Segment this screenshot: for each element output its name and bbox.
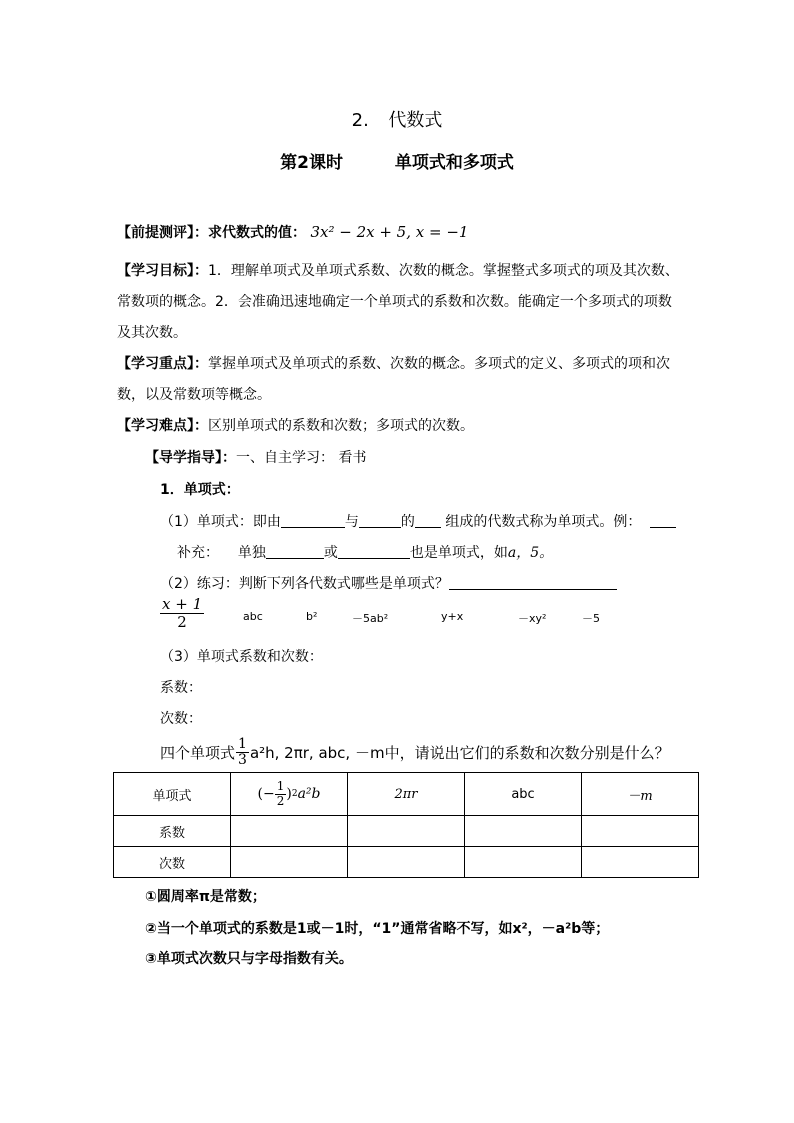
prereq-formula: 3x² − 2x + 5 bbox=[310, 223, 407, 241]
prereq-section bbox=[117, 222, 468, 242]
item-m5: －5 bbox=[582, 612, 600, 625]
degree-label: 次数： bbox=[160, 711, 202, 727]
item-xy2: －xy² bbox=[518, 612, 547, 625]
col1-suffix: ) bbox=[286, 786, 292, 802]
table-cell[interactable] bbox=[348, 847, 465, 878]
table-header-row bbox=[114, 773, 699, 816]
table-row-coef bbox=[114, 816, 699, 847]
focus-line1 bbox=[117, 353, 670, 373]
monomial-supplement bbox=[177, 542, 553, 562]
guide-label: 【导学指导】： bbox=[145, 450, 236, 466]
lesson-number: 2. bbox=[351, 110, 369, 131]
supp-part3: 也是单项式，如 bbox=[409, 545, 508, 561]
page-subtitle bbox=[0, 148, 794, 173]
table-col-3: abc bbox=[465, 773, 582, 816]
blank-1[interactable] bbox=[281, 513, 345, 528]
table-col-2: 2πr bbox=[348, 773, 465, 816]
question-line bbox=[160, 737, 670, 769]
def-part1: （1）单项式：即由 bbox=[160, 514, 281, 530]
table-cell[interactable] bbox=[582, 847, 699, 878]
table-row-coef-label: 系数 bbox=[114, 816, 231, 847]
blank-5[interactable] bbox=[338, 544, 410, 559]
col1-sup: 2 bbox=[291, 789, 298, 799]
table-col-1 bbox=[231, 773, 348, 816]
def-part4: 组成的代数式称为单项式。例： bbox=[445, 514, 642, 530]
table-cell[interactable] bbox=[231, 847, 348, 878]
supp-part1: 单独 bbox=[237, 545, 266, 561]
frac-denominator: 2 bbox=[177, 612, 187, 631]
exercise-text: （2）练习：判断下列各代数式哪些是单项式？ bbox=[160, 576, 449, 592]
table-col-4: －m bbox=[582, 773, 699, 816]
supp-example: a，5。 bbox=[507, 545, 554, 561]
goals-line2: 常数项的概念。2．会准确迅速地确定一个单项式的系数和次数。能确定一个多项式的项数 bbox=[117, 294, 672, 310]
question-part2: a²h, 2πr, abc, －m中，请说出它们的系数和次数分别是什么？ bbox=[249, 744, 670, 763]
goals-line1 bbox=[117, 260, 679, 280]
difficulty-text: 区别单项式的系数和次数；多项式的次数。 bbox=[208, 418, 474, 434]
goals-line3: 及其次数。 bbox=[117, 325, 187, 341]
goals-text-1: 1．理解单项式及单项式系数、次数的概念。掌握整式多项式的项及其次数、 bbox=[208, 263, 679, 279]
item-5ab2: －5ab² bbox=[352, 612, 389, 625]
blank-3[interactable] bbox=[415, 513, 441, 528]
question-frac-num: 1 bbox=[238, 736, 247, 752]
table-cell[interactable] bbox=[348, 816, 465, 847]
table-row-degree bbox=[114, 847, 699, 878]
blank-example[interactable] bbox=[650, 513, 676, 528]
blank-2[interactable] bbox=[359, 513, 401, 528]
lesson-title: 代数式 bbox=[388, 110, 443, 131]
supp-label: 补充： bbox=[177, 545, 219, 561]
frac-numerator: x + 1 bbox=[162, 595, 203, 613]
table-cell[interactable] bbox=[465, 847, 582, 878]
focus-text-1: 掌握单项式及单项式的系数、次数的概念。多项式的定义、多项式的项和次 bbox=[208, 356, 670, 372]
col1-num: 1 bbox=[276, 779, 285, 794]
difficulty-label: 【学习难点】： bbox=[117, 418, 208, 434]
focus-line2: 数，以及常数项等概念。 bbox=[117, 387, 271, 403]
col1-prefix: (− bbox=[257, 786, 275, 802]
item-b2: b² bbox=[306, 610, 318, 623]
prereq-condition: , x = −1 bbox=[406, 223, 469, 241]
table-cell[interactable] bbox=[582, 816, 699, 847]
blank-exercise[interactable] bbox=[449, 575, 617, 590]
monomial-table bbox=[113, 772, 699, 878]
coef-label: 系数： bbox=[160, 680, 202, 696]
question-frac-den: 3 bbox=[238, 752, 247, 769]
table-row-degree-label: 次数 bbox=[114, 847, 231, 878]
question-part1: 四个单项式 bbox=[160, 744, 236, 763]
prereq-text: 求代数式的值： bbox=[208, 225, 306, 241]
goals-label: 【学习目标】： bbox=[117, 263, 208, 279]
guide-text: 一、自主学习： 看书 bbox=[236, 450, 367, 466]
blank-4[interactable] bbox=[266, 544, 324, 559]
note-1: ①圆周率π是常数； bbox=[145, 889, 266, 905]
subtitle-topic: 单项式和多项式 bbox=[394, 153, 514, 173]
def-part2: 与 bbox=[344, 514, 359, 530]
col1-tail: a²b bbox=[297, 786, 321, 802]
item-abc: abc bbox=[243, 610, 263, 623]
table-header-label: 单项式 bbox=[114, 773, 231, 816]
page-title bbox=[0, 106, 794, 132]
monomial-definition bbox=[160, 511, 676, 531]
subtitle-period: 第2课时 bbox=[280, 153, 343, 173]
col1-den: 2 bbox=[276, 793, 285, 808]
supp-part2: 或 bbox=[323, 545, 338, 561]
guide-line bbox=[145, 447, 366, 467]
note-3: ③单项式次数只与字母指数有关。 bbox=[145, 951, 353, 967]
prereq-label: 【前提测评】： bbox=[117, 225, 208, 241]
exercise-prompt bbox=[160, 573, 617, 593]
monomial-heading: 1．单项式： bbox=[160, 482, 240, 498]
difficulty-line bbox=[117, 415, 474, 435]
coef-degree-title: （3）单项式系数和次数： bbox=[160, 649, 323, 665]
item-yx: y+x bbox=[441, 610, 464, 623]
focus-label: 【学习重点】： bbox=[117, 356, 208, 372]
note-2: ②当一个单项式的系数是1或－1时，“1”通常省略不写，如x²，－a²b等； bbox=[145, 921, 610, 937]
table-cell[interactable] bbox=[231, 816, 348, 847]
table-cell[interactable] bbox=[465, 816, 582, 847]
exercise-fraction bbox=[160, 596, 204, 630]
def-part3: 的 bbox=[400, 514, 415, 530]
